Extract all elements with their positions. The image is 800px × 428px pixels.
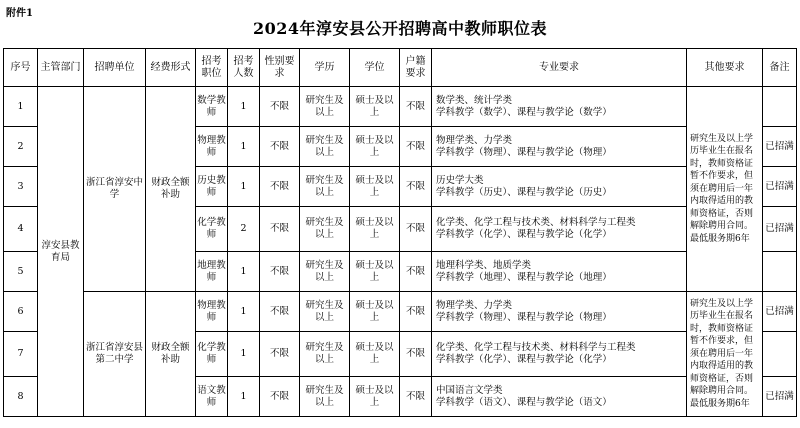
- row-number: 5: [4, 252, 38, 292]
- education-cell: 研究生及以上: [300, 207, 350, 252]
- row-number: 4: [4, 207, 38, 252]
- degree-cell: 硕士及以上: [350, 167, 400, 207]
- header-cell: 经费形式: [146, 49, 196, 87]
- degree-cell: 硕士及以上: [350, 292, 400, 332]
- education-cell: 研究生及以上: [300, 292, 350, 332]
- gender-cell: 不限: [260, 167, 300, 207]
- education-cell: 研究生及以上: [300, 252, 350, 292]
- count-cell: 1: [228, 87, 260, 127]
- position-cell: 化学教师: [196, 207, 228, 252]
- education-cell: 研究生及以上: [300, 167, 350, 207]
- major-line: 学科教学（语文）、课程与教学论（语文）: [436, 396, 612, 408]
- position-cell: 化学教师: [196, 332, 228, 377]
- count-cell: 1: [228, 127, 260, 167]
- major-line: 地理科学类、地质学类: [436, 259, 532, 271]
- row-number: 3: [4, 167, 38, 207]
- gender-cell: 不限: [260, 87, 300, 127]
- header-cell: 招考人数: [228, 49, 260, 87]
- remark-cell: 已招满: [763, 377, 797, 417]
- position-cell: 物理教师: [196, 127, 228, 167]
- header-cell: 招聘单位: [84, 49, 146, 87]
- header-cell: 专业要求: [432, 49, 687, 87]
- row-number: 8: [4, 377, 38, 417]
- major-line: 数学类、统计学类: [436, 94, 513, 106]
- remark-cell: [763, 252, 797, 292]
- header-cell: 性别要求: [260, 49, 300, 87]
- degree-cell: 硕士及以上: [350, 377, 400, 417]
- degree-cell: 硕士及以上: [350, 87, 400, 127]
- position-cell: 历史教师: [196, 167, 228, 207]
- major-line: 学科教学（数学）、课程与教学论（数学）: [436, 106, 612, 118]
- header-cell: 备注: [763, 49, 797, 87]
- count-cell: 1: [228, 292, 260, 332]
- gender-cell: 不限: [260, 377, 300, 417]
- header-cell: 序号: [4, 49, 38, 87]
- hukou-cell: 不限: [400, 207, 432, 252]
- degree-cell: 硕士及以上: [350, 207, 400, 252]
- degree-cell: 硕士及以上: [350, 127, 400, 167]
- major-cell: [432, 377, 687, 417]
- major-line: 学科教学（化学）、课程与教学论（化学）: [436, 229, 612, 240]
- header-cell: 招考职位: [196, 49, 228, 87]
- remark-cell: 已招满: [763, 292, 797, 332]
- table-row: [4, 292, 797, 332]
- funding-cell: 财政全额补助: [146, 292, 196, 417]
- page-title: 2024年淳安县公开招聘高中教师职位表: [252, 19, 548, 38]
- count-cell: 2: [228, 207, 260, 252]
- remark-cell: 已招满: [763, 207, 797, 252]
- remark-cell: [763, 87, 797, 127]
- major-cell: [432, 252, 687, 292]
- position-cell: 数学教师: [196, 87, 228, 127]
- hukou-cell: 不限: [400, 252, 432, 292]
- education-cell: 研究生及以上: [300, 127, 350, 167]
- gender-cell: 不限: [260, 207, 300, 252]
- gender-cell: 不限: [260, 292, 300, 332]
- hukou-cell: 不限: [400, 377, 432, 417]
- major-cell: [432, 207, 687, 252]
- hukou-cell: 不限: [400, 167, 432, 207]
- major-line: 学科教学（地理）、课程与教学论（地理）: [436, 271, 612, 283]
- major-line: 学科教学（物理）、课程与教学论（物理）: [436, 311, 612, 323]
- table-row: [4, 87, 797, 127]
- unit-cell: 浙江省淳安中学: [84, 87, 146, 292]
- major-cell: [432, 167, 687, 207]
- hukou-cell: 不限: [400, 292, 432, 332]
- row-number: 1: [4, 87, 38, 127]
- position-table: [3, 48, 797, 417]
- remark-cell: [763, 332, 797, 377]
- remark-cell: 已招满: [763, 167, 797, 207]
- other-requirements-cell: 研究生及以上学历毕业生在报名时，教师资格证暂不作要求，但须在聘用后一年内取得适用的教师资格证，否则解除聘用合同。最低服务期6年: [687, 87, 763, 292]
- major-cell: [432, 292, 687, 332]
- education-cell: 研究生及以上: [300, 87, 350, 127]
- unit-cell: 浙江省淳安县第二中学: [84, 292, 146, 417]
- row-number: 2: [4, 127, 38, 167]
- funding-cell: 财政全额补助: [146, 87, 196, 292]
- position-cell: 地理教师: [196, 252, 228, 292]
- header-cell: 学位: [350, 49, 400, 87]
- header-cell: 主管部门: [38, 49, 84, 87]
- table-header-row: [4, 49, 797, 87]
- degree-cell: 硕士及以上: [350, 332, 400, 377]
- major-line: 化学类、化学工程与技术类、材料科学与工程类: [436, 342, 636, 353]
- gender-cell: 不限: [260, 252, 300, 292]
- count-cell: 1: [228, 332, 260, 377]
- count-cell: 1: [228, 252, 260, 292]
- header-cell: 其他要求: [687, 49, 763, 87]
- department-cell: 淳安县教育局: [38, 87, 84, 417]
- header-cell: 户籍要求: [400, 49, 432, 87]
- education-cell: 研究生及以上: [300, 332, 350, 377]
- attachment-label: 附件1: [6, 8, 33, 19]
- major-line: 学科教学（历史）、课程与教学论（历史）: [436, 186, 612, 198]
- row-number: 6: [4, 292, 38, 332]
- count-cell: 1: [228, 167, 260, 207]
- education-cell: 研究生及以上: [300, 377, 350, 417]
- remark-cell: 已招满: [763, 127, 797, 167]
- major-line: 学科教学（化学）、课程与教学论（化学）: [436, 354, 612, 365]
- position-cell: 语文教师: [196, 377, 228, 417]
- degree-cell: 硕士及以上: [350, 252, 400, 292]
- hukou-cell: 不限: [400, 127, 432, 167]
- row-number: 7: [4, 332, 38, 377]
- major-line: 学科教学（物理）、课程与教学论（物理）: [436, 146, 612, 158]
- gender-cell: 不限: [260, 127, 300, 167]
- other-requirements-cell: 研究生及以上学历毕业生在报名时，教师资格证暂不作要求，但须在聘用后一年内取得适用的教师资格证，否则解除聘用合同。最低服务期6年: [687, 292, 763, 417]
- major-cell: [432, 87, 687, 127]
- position-cell: 物理教师: [196, 292, 228, 332]
- major-line: 物理学类、力学类: [436, 134, 513, 146]
- header-cell: 学历: [300, 49, 350, 87]
- major-line: 化学类、化学工程与技术类、材料科学与工程类: [436, 217, 636, 228]
- major-line: 历史学大类: [436, 174, 484, 186]
- major-cell: [432, 332, 687, 377]
- major-cell: [432, 127, 687, 167]
- gender-cell: 不限: [260, 332, 300, 377]
- hukou-cell: 不限: [400, 87, 432, 127]
- major-line: 物理学类、力学类: [436, 299, 513, 311]
- count-cell: 1: [228, 377, 260, 417]
- major-line: 中国语言文学类: [436, 384, 503, 396]
- hukou-cell: 不限: [400, 332, 432, 377]
